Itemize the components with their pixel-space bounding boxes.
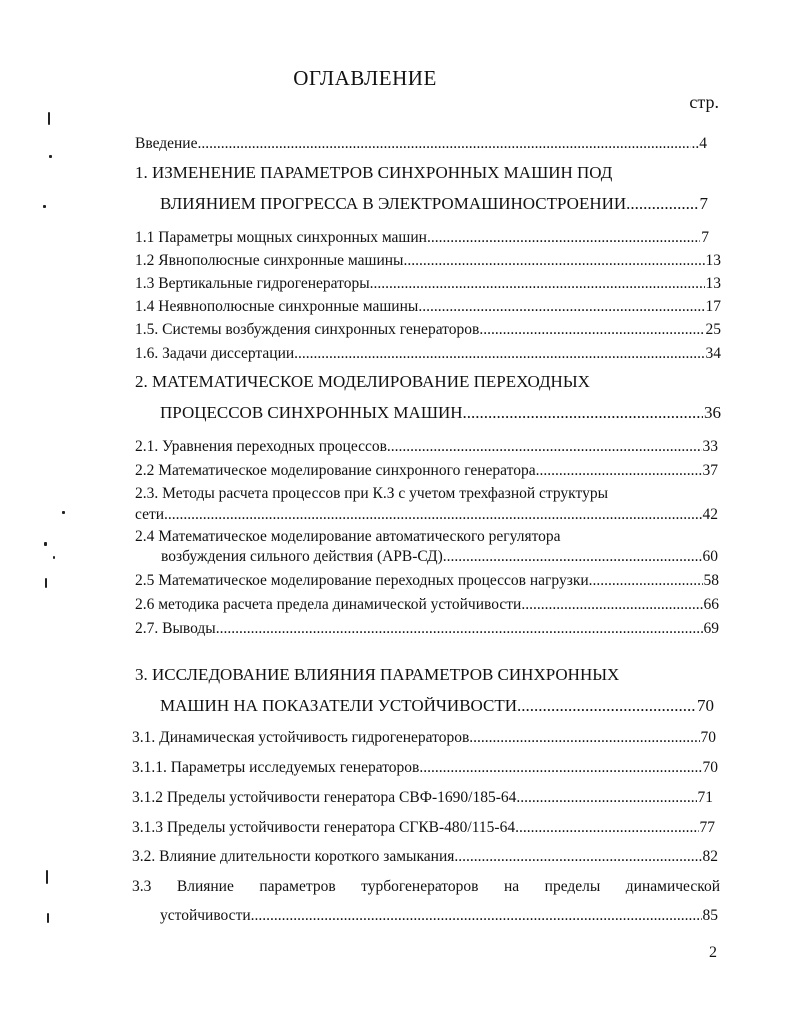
toc-page-number: 77 bbox=[699, 819, 715, 836]
toc-page-number: 82 bbox=[702, 848, 718, 865]
toc-chapter-3-heading[interactable]: 3. ИССЛЕДОВАНИЕ ВЛИЯНИЯ ПАРАМЕТРОВ СИНХРОННЫХ bbox=[135, 666, 620, 684]
toc-entry-2-4-continued[interactable]: возбуждения сильного действия (АРВ-СД) ..... 60 bbox=[161, 548, 718, 566]
toc-entry-1-6[interactable]: 1.6. Задачи диссертации ..... 34 bbox=[135, 345, 721, 363]
toc-entry-3-1-1[interactable]: 3.1.1. Параметры исследуемых генераторов ..... 70 bbox=[132, 759, 718, 777]
toc-page-number: 70 bbox=[700, 729, 716, 746]
dot-leader bbox=[251, 907, 702, 925]
toc-chapter-1-heading-continued[interactable]: ВЛИЯНИЕМ ПРОГРЕССА В ЭЛЕКТРОМАШИНОСТРОЕНИИ ..... 7 bbox=[160, 195, 708, 213]
toc-page-number: 13 bbox=[705, 252, 721, 269]
toc-entry-2-1[interactable]: 2.1. Уравнения переходных процессов ..... 33 bbox=[135, 438, 718, 456]
dot-leader bbox=[216, 620, 703, 638]
toc-page-number: 33 bbox=[702, 438, 718, 455]
toc-chapter-2-heading-continued[interactable]: ПРОЦЕССОВ СИНХРОННЫХ МАШИН ..... 36 bbox=[160, 404, 721, 422]
page-column-label: стр. bbox=[689, 92, 719, 112]
page-title: ОГЛАВЛЕНИЕ bbox=[293, 66, 437, 90]
toc-page-number: 17 bbox=[705, 298, 721, 315]
dot-leader bbox=[536, 462, 702, 480]
dot-leader bbox=[294, 345, 704, 363]
toc-page-number: 69 bbox=[703, 620, 719, 637]
scan-speck bbox=[47, 913, 49, 923]
toc-page-number: 70 bbox=[702, 759, 718, 776]
toc-entry-1-4[interactable]: 1.4 Неявнополюсные синхронные машины ..... 17 bbox=[135, 298, 721, 316]
dot-leader bbox=[403, 252, 704, 270]
dot-leader bbox=[454, 848, 701, 866]
toc-entry-2-3-continued[interactable]: сети ..... 42 bbox=[135, 506, 718, 524]
toc-page-number: ..4 bbox=[691, 135, 707, 152]
toc-page-number: 37 bbox=[702, 462, 718, 479]
toc-page-number: 58 bbox=[703, 572, 719, 589]
scan-speck bbox=[48, 112, 50, 125]
toc-page-number: 13 bbox=[705, 275, 721, 292]
dot-leader bbox=[626, 195, 698, 213]
scan-speck bbox=[49, 155, 52, 158]
toc-entry-1-1[interactable]: 1.1 Параметры мощных синхронных машин ..... 7 bbox=[135, 229, 709, 247]
toc-page-number: 66 bbox=[703, 596, 719, 613]
toc-page-number: 70 bbox=[697, 697, 714, 715]
toc-entry-1-3[interactable]: 1.3 Вертикальные гидрогенераторы ..... 13 bbox=[135, 275, 721, 293]
toc-page-number: 42 bbox=[702, 506, 718, 523]
dot-leader bbox=[419, 759, 701, 777]
toc-entry-2-3[interactable]: 2.3. Методы расчета процессов при К.З с учетом трехфазной структуры bbox=[135, 485, 608, 502]
toc-entry-3-3[interactable]: 3.3 Влияние параметров турбогенераторов на пределы динамической bbox=[132, 878, 720, 895]
dot-leader bbox=[164, 506, 701, 524]
toc-page-number: 71 bbox=[697, 789, 713, 806]
dot-leader bbox=[521, 596, 702, 614]
toc-page-number: 85 bbox=[702, 907, 718, 924]
dot-leader bbox=[370, 275, 705, 293]
dot-leader bbox=[427, 229, 700, 247]
scan-speck bbox=[43, 205, 46, 208]
toc-entry-3-1-2[interactable]: 3.1.2 Пределы устойчивости генератора СВФ-1690/185-64 ..... 71 bbox=[132, 789, 713, 807]
dot-leader bbox=[516, 789, 696, 807]
dot-leader bbox=[589, 572, 703, 590]
toc-entry-3-1-3[interactable]: 3.1.3 Пределы устойчивости генератора СГКВ-480/115-64 ..... 77 bbox=[132, 819, 715, 837]
toc-page-number: 25 bbox=[705, 321, 721, 338]
scan-speck bbox=[45, 578, 47, 588]
toc-page-number: 7 bbox=[701, 229, 709, 246]
toc-entry-3-1[interactable]: 3.1. Динамическая устойчивость гидрогенераторов ..... 70 bbox=[132, 729, 716, 747]
toc-entry-3-3-continued[interactable]: устойчивости ..... 85 bbox=[160, 907, 718, 925]
dot-leader bbox=[517, 697, 696, 715]
dot-leader bbox=[197, 135, 690, 153]
toc-chapter-2-heading[interactable]: 2. МАТЕМАТИЧЕСКОЕ МОДЕЛИРОВАНИЕ ПЕРЕХОДНЫХ bbox=[135, 373, 590, 391]
toc-entry-introduction[interactable]: Введение ..... ..4 bbox=[135, 135, 707, 153]
toc-chapter-1-heading[interactable]: 1. ИЗМЕНЕНИЕ ПАРАМЕТРОВ СИНХРОННЫХ МАШИН ПОД bbox=[135, 164, 613, 182]
toc-entry-2-2[interactable]: 2.2 Математическое моделирование синхронного генератора ..... 37 bbox=[135, 462, 718, 480]
toc-page-number: 36 bbox=[704, 404, 721, 422]
toc-page-number: 34 bbox=[705, 345, 721, 362]
toc-entry-1-5[interactable]: 1.5. Системы возбуждения синхронных генераторов ..... 25 bbox=[135, 321, 721, 339]
dot-leader bbox=[469, 729, 699, 747]
dot-leader bbox=[443, 548, 702, 566]
page-number: 2 bbox=[709, 944, 717, 961]
toc-entry-1-2[interactable]: 1.2 Явнополюсные синхронные машины ..... 13 bbox=[135, 252, 721, 270]
toc-entry-2-4[interactable]: 2.4 Математическое моделирование автоматического регулятора bbox=[135, 528, 561, 545]
dot-leader bbox=[515, 819, 698, 837]
scan-speck bbox=[62, 511, 65, 514]
toc-chapter-3-heading-continued[interactable]: МАШИН НА ПОКАЗАТЕЛИ УСТОЙЧИВОСТИ ..... 70 bbox=[160, 697, 714, 715]
toc-entry-3-2[interactable]: 3.2. Влияние длительности короткого замыкания ..... 82 bbox=[132, 848, 718, 866]
scan-speck bbox=[44, 542, 47, 546]
toc-page-number: 7 bbox=[699, 195, 708, 213]
scan-speck bbox=[46, 870, 48, 884]
scan-speck bbox=[53, 556, 55, 559]
dot-leader bbox=[387, 438, 702, 456]
toc-page-number: 60 bbox=[702, 548, 718, 565]
toc-entry-2-6[interactable]: 2.6 методика расчета предела динамической устойчивости ..... 66 bbox=[135, 596, 719, 614]
toc-entry-2-5[interactable]: 2.5 Математическое моделирование переходных процессов нагрузки ..... 58 bbox=[135, 572, 719, 590]
dot-leader bbox=[479, 321, 704, 339]
dot-leader bbox=[463, 404, 703, 422]
toc-entry-2-7[interactable]: 2.7. Выводы ..... 69 bbox=[135, 620, 719, 638]
dot-leader bbox=[418, 298, 704, 316]
